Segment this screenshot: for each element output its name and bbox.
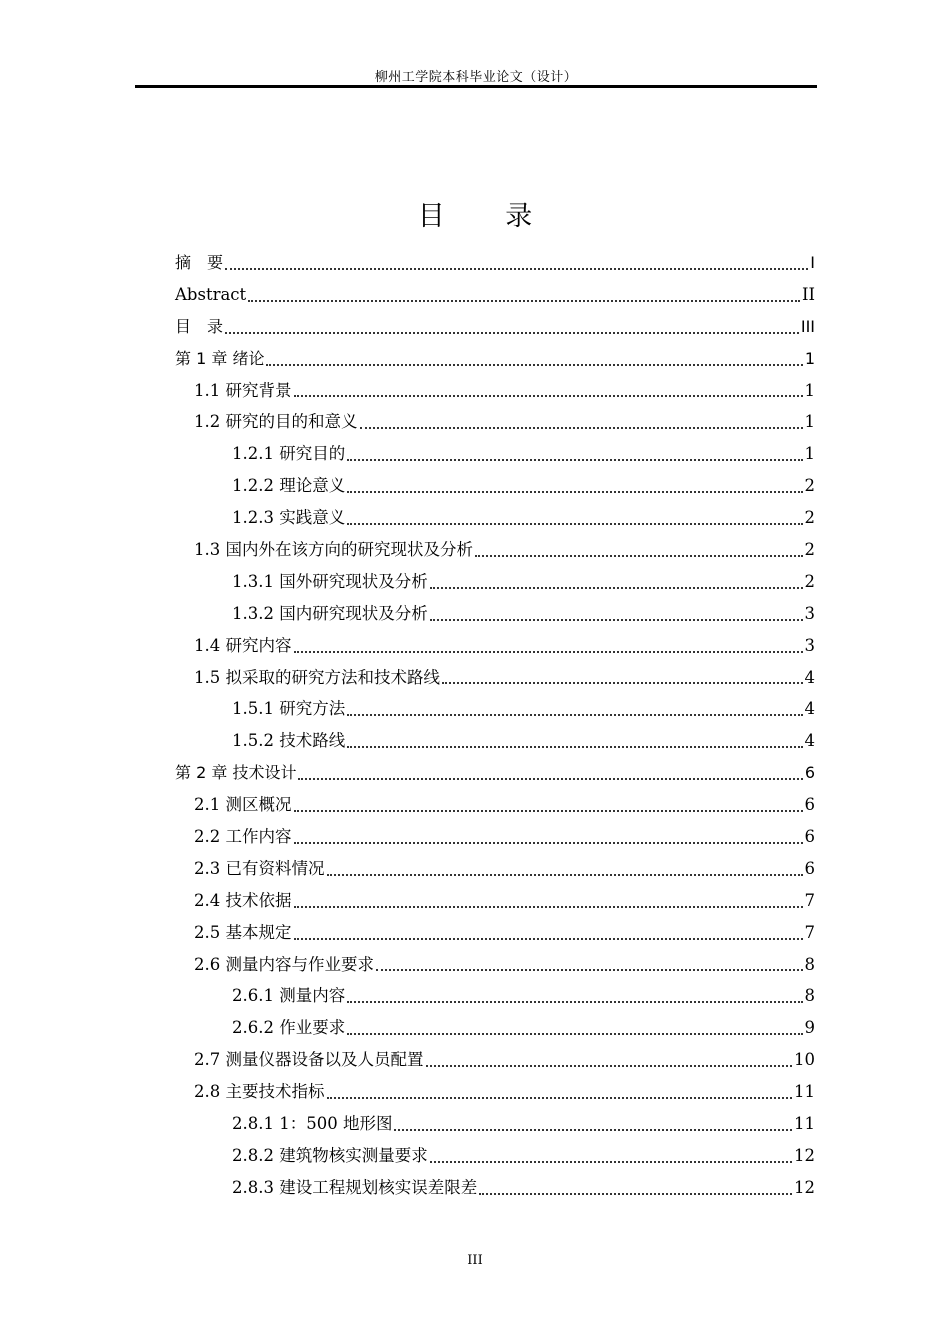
toc-dot-leader — [347, 745, 802, 748]
toc-dot-leader — [294, 905, 803, 908]
toc-entry-page: 6 — [804, 827, 815, 847]
toc-dot-leader — [266, 363, 802, 366]
toc-dot-leader — [360, 426, 803, 429]
toc-entry[interactable] — [175, 247, 815, 279]
running-header: 柳州工学院本科毕业论文（设计） — [374, 70, 578, 85]
toc-entry-page: 8 — [804, 954, 815, 974]
toc-dot-leader — [426, 1064, 793, 1067]
toc-entry-title: 2.8 主要技术指标 — [194, 1082, 325, 1102]
toc-entry-page: 6 — [804, 795, 815, 815]
toc-entry-page: 3 — [804, 635, 815, 655]
toc-entry-page: 12 — [794, 1177, 815, 1197]
toc-entry[interactable] — [175, 1172, 815, 1204]
toc-entry-page: 4 — [804, 731, 815, 751]
toc-entry[interactable] — [175, 853, 815, 885]
toc-entry-title: 2.3 已有资料情况 — [194, 858, 325, 878]
toc-entry-title: 1.3.1 国外研究现状及分析 — [232, 571, 428, 591]
toc-entry-title: 1.2.1 研究目的 — [232, 444, 346, 464]
toc-entry-page: 12 — [794, 1145, 815, 1165]
toc-dot-leader — [225, 267, 808, 270]
toc-entry-title: 1.1 研究背景 — [194, 380, 292, 400]
toc-entry[interactable] — [175, 917, 815, 949]
toc-entry-title: 1.2 研究的目的和意义 — [194, 412, 358, 432]
toc-entry[interactable] — [175, 630, 815, 662]
toc-entry-title: 1.3 国内外在该方向的研究现状及分析 — [194, 540, 473, 560]
toc-entry[interactable] — [175, 279, 815, 311]
toc-entry-title: 1.2.3 实践意义 — [232, 508, 346, 528]
toc-dot-leader — [442, 681, 803, 684]
toc-dot-leader — [347, 1000, 802, 1003]
table-of-contents — [175, 247, 815, 1204]
toc-entry-page: 6 — [804, 763, 815, 783]
toc-entry[interactable] — [175, 1012, 815, 1044]
toc-entry-title: 目 录 — [175, 316, 224, 336]
toc-entry-title: 2.4 技术依据 — [194, 890, 292, 910]
toc-dot-leader — [248, 299, 800, 302]
toc-dot-leader — [294, 937, 803, 940]
toc-entry[interactable] — [175, 534, 815, 566]
toc-entry[interactable] — [175, 566, 815, 598]
toc-dot-leader — [294, 394, 803, 397]
toc-entry[interactable] — [175, 502, 815, 534]
toc-entry[interactable] — [175, 470, 815, 502]
toc-dot-leader — [347, 522, 802, 525]
toc-entry-title: 第 2 章 技术设计 — [175, 763, 297, 783]
toc-entry-page: 2 — [804, 540, 815, 560]
toc-entry-title: 1.4 研究内容 — [194, 635, 292, 655]
toc-entry[interactable] — [175, 311, 815, 343]
toc-entry[interactable] — [175, 757, 815, 789]
toc-entry-title: 2.8.1 1：500 地形图 — [232, 1114, 393, 1134]
toc-entry-page: III — [800, 316, 815, 336]
toc-entry-title: 1.3.2 国内研究现状及分析 — [232, 603, 428, 623]
toc-entry-title: 2.2 工作内容 — [194, 827, 292, 847]
toc-entry[interactable] — [175, 406, 815, 438]
toc-entry[interactable] — [175, 980, 815, 1012]
toc-entry[interactable] — [175, 693, 815, 725]
toc-entry-page: 4 — [804, 699, 815, 719]
page-number: III — [467, 1253, 483, 1268]
toc-entry[interactable] — [175, 343, 815, 375]
toc-dot-leader — [475, 554, 803, 557]
toc-entry-page: 4 — [804, 667, 815, 687]
toc-entry-title: Abstract — [175, 284, 247, 304]
toc-dot-leader — [294, 841, 803, 844]
toc-dot-leader — [298, 777, 802, 780]
toc-entry[interactable] — [175, 598, 815, 630]
toc-entry-title: 2.1 测区概况 — [194, 795, 292, 815]
toc-dot-leader — [347, 490, 802, 493]
page-title: 目 录 — [417, 201, 559, 232]
toc-entry[interactable] — [175, 1076, 815, 1108]
toc-entry-page: 1 — [804, 412, 815, 432]
toc-dot-leader — [347, 713, 802, 716]
toc-entry-page: 2 — [804, 508, 815, 528]
toc-dot-leader — [430, 586, 803, 589]
toc-entry-page: 7 — [804, 922, 815, 942]
toc-entry-title: 第 1 章 绪论 — [175, 348, 265, 368]
toc-dot-leader — [225, 331, 799, 334]
toc-entry-title: 1.5 拟采取的研究方法和技术路线 — [194, 667, 440, 687]
header-rule — [135, 85, 817, 88]
toc-dot-leader — [327, 1096, 793, 1099]
toc-entry[interactable] — [175, 725, 815, 757]
toc-dot-leader — [347, 1032, 802, 1035]
toc-dot-leader — [294, 809, 803, 812]
toc-dot-leader — [394, 1128, 792, 1131]
toc-dot-leader — [294, 650, 803, 653]
toc-entry-page: 3 — [804, 603, 815, 623]
toc-entry-page: 8 — [804, 986, 815, 1006]
toc-entry-title: 摘 要 — [175, 253, 224, 272]
toc-dot-leader — [430, 1160, 792, 1163]
toc-entry[interactable] — [175, 1140, 815, 1172]
toc-entry-page: 6 — [804, 858, 815, 878]
toc-entry-page: II — [801, 284, 815, 304]
toc-dot-leader — [376, 968, 803, 971]
toc-entry[interactable] — [175, 438, 815, 470]
toc-entry-title: 2.5 基本规定 — [194, 922, 292, 942]
toc-entry[interactable] — [175, 662, 815, 694]
toc-entry[interactable] — [175, 1108, 815, 1140]
toc-dot-leader — [430, 618, 803, 621]
toc-entry-page: 2 — [804, 571, 815, 591]
toc-entry[interactable] — [175, 949, 815, 981]
toc-entry-page: 1 — [804, 348, 815, 368]
toc-entry-title: 1.2.2 理论意义 — [232, 476, 346, 496]
toc-entry-title: 1.5.1 研究方法 — [232, 699, 346, 719]
toc-entry-page: 1 — [804, 444, 815, 464]
toc-entry-title: 2.6 测量内容与作业要求 — [194, 954, 374, 974]
toc-entry-page: 2 — [804, 476, 815, 496]
toc-entry[interactable] — [175, 821, 815, 853]
toc-entry-title: 2.7 测量仪器设备以及人员配置 — [194, 1050, 424, 1070]
toc-entry-title: 1.5.2 技术路线 — [232, 731, 346, 751]
toc-entry-title: 2.6.2 作业要求 — [232, 1018, 346, 1038]
toc-entry-page: 7 — [804, 890, 815, 910]
toc-entry[interactable] — [175, 1044, 815, 1076]
toc-dot-leader — [479, 1192, 792, 1195]
toc-entry[interactable] — [175, 885, 815, 917]
toc-entry-title: 2.8.2 建筑物核实测量要求 — [232, 1145, 428, 1165]
toc-entry-page: 11 — [794, 1114, 815, 1134]
toc-entry[interactable] — [175, 789, 815, 821]
toc-entry-title: 2.8.3 建设工程规划核实误差限差 — [232, 1177, 478, 1197]
toc-entry-page: 11 — [794, 1082, 815, 1102]
toc-dot-leader — [347, 458, 802, 461]
toc-entry-title: 2.6.1 测量内容 — [232, 986, 346, 1006]
toc-entry[interactable] — [175, 375, 815, 407]
toc-entry-page: I — [810, 253, 815, 272]
toc-entry-page: 10 — [794, 1050, 815, 1070]
toc-entry-page: 9 — [804, 1018, 815, 1038]
toc-entry-page: 1 — [804, 380, 815, 400]
toc-dot-leader — [327, 873, 803, 876]
